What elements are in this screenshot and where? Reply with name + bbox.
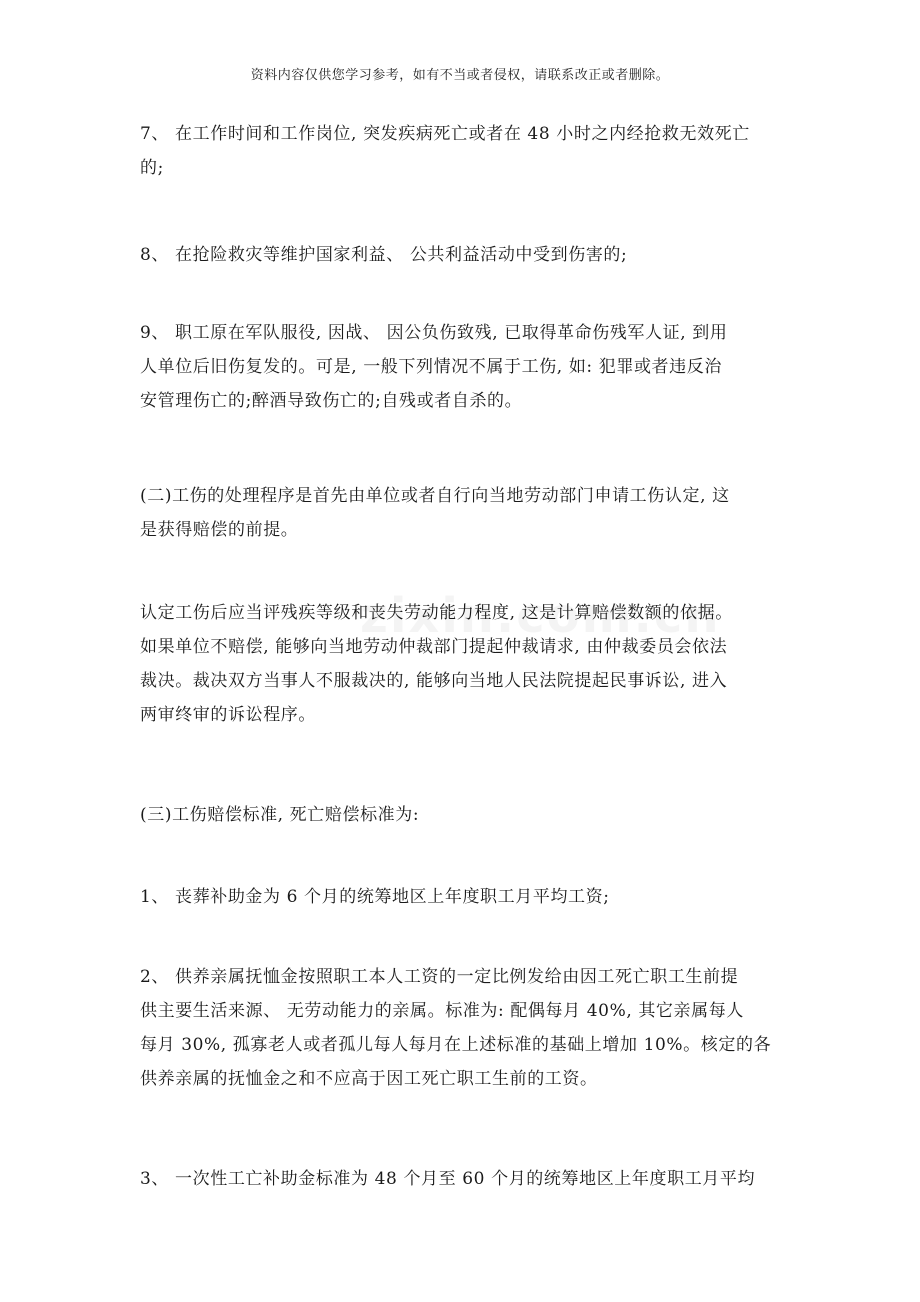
text-line: 如果单位不赔偿, 能够向当地劳动仲裁部门提起仲裁请求, 由仲裁委员会依法: [140, 637, 728, 657]
paragraph-item-9: [140, 316, 780, 418]
text-line: 供主要生活来源、 无劳动能力的亲属。标准为: 配偶每月 40%, 其它亲属每人: [140, 1001, 744, 1021]
paragraph-item-3: [140, 1162, 780, 1196]
paragraph-item-1: [140, 880, 780, 914]
text-line: 1、 丧葬补助金为 6 个月的统筹地区上年度职工月平均工资;: [140, 887, 610, 907]
text-line: 3、 一次性工亡补助金标准为 48 个月至 60 个月的统筹地区上年度职工月平均: [140, 1169, 756, 1189]
paragraph-assessment: [140, 596, 780, 732]
paragraph-compensation-heading: [140, 798, 780, 832]
text-line: 安管理伤亡的;醉酒导致伤亡的;自残或者自杀的。: [140, 391, 523, 411]
text-line: (二)工伤的处理程序是首先由单位或者自行向当地劳动部门申请工伤认定, 这: [140, 486, 730, 506]
text-line: 每月 30%, 孤寡老人或者孤儿每人每月在上述标准的基础上增加 10%。核定的各: [140, 1035, 772, 1055]
text-line: (三)工伤赔偿标准, 死亡赔偿标准为:: [140, 805, 420, 825]
text-line: 的;: [140, 158, 164, 178]
text-line: 2、 供养亲属抚恤金按照职工本人工资的一定比例发给由因工死亡职工生前提: [140, 967, 739, 987]
disclaimer-header: 资料内容仅供您学习参考，如有不当或者侵权，请联系改正或者删除。: [250, 68, 670, 83]
text-line: 认定工伤后应当评残疾等级和丧失劳动能力程度, 这是计算赔偿数额的依据。: [140, 603, 733, 623]
text-line: 7、 在工作时间和工作岗位, 突发疾病死亡或者在 48 小时之内经抢救无效死亡: [140, 124, 750, 144]
text-line: 8、 在抢险救灾等维护国家利益、 公共利益活动中受到伤害的;: [140, 245, 628, 265]
text-line: 人单位后旧伤复发的。可是, 一般下列情况不属于工伤, 如: 犯罪或者违反治: [140, 357, 722, 377]
paragraph-item-8: [140, 238, 780, 272]
paragraph-item-7: [140, 117, 780, 185]
text-line: 9、 职工原在军队服役, 因战、 因公负伤致残, 已取得革命伤残军人证, 到用: [140, 323, 728, 343]
text-line: 供养亲属的抚恤金之和不应高于因工死亡职工生前的工资。: [140, 1069, 598, 1089]
paragraph-item-2: [140, 960, 780, 1096]
text-line: 两审终审的诉讼程序。: [140, 705, 316, 725]
text-line: 是获得赔偿的前提。: [140, 520, 299, 540]
paragraph-procedure: [140, 479, 780, 547]
text-line: 裁决。裁决双方当事人不服裁决的, 能够向当地人民法院提起民事诉讼, 进入: [140, 671, 728, 691]
